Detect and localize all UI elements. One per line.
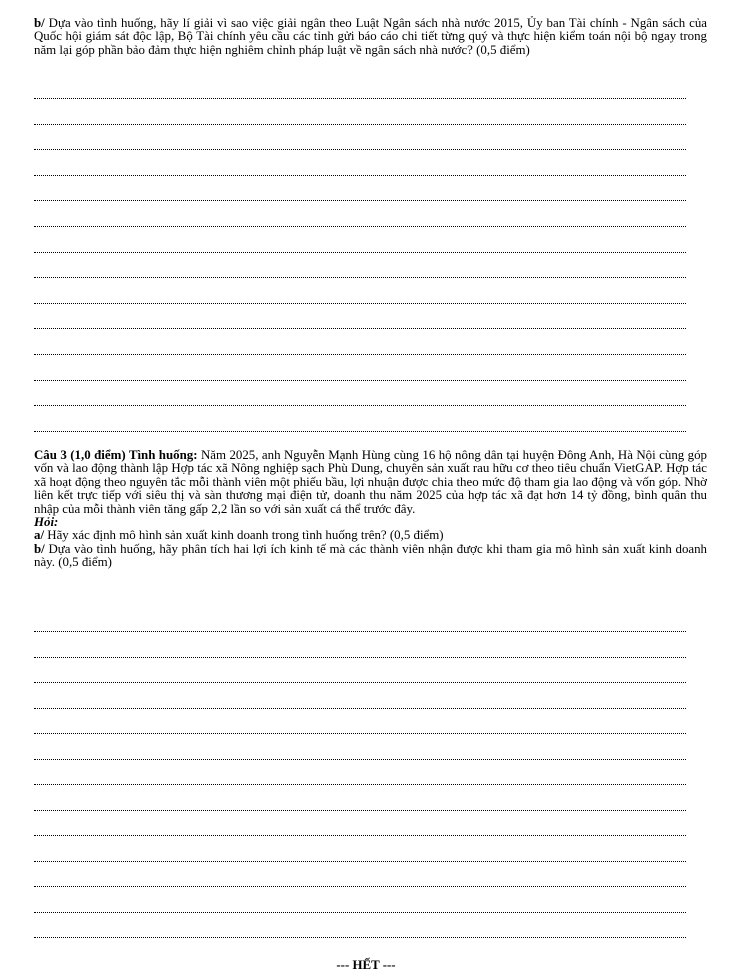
answer-line[interactable] xyxy=(34,655,686,658)
answer-line[interactable] xyxy=(34,706,686,709)
answer-line[interactable] xyxy=(34,935,686,938)
answer-line[interactable] xyxy=(34,403,686,406)
question-3a-label: a/ xyxy=(34,528,45,543)
question-3b-label: b/ xyxy=(34,541,45,556)
answer-line[interactable] xyxy=(34,378,686,381)
answer-line[interactable] xyxy=(34,147,686,150)
answer-line[interactable] xyxy=(34,782,686,785)
answer-line[interactable] xyxy=(34,326,686,329)
question-2b-label: b/ xyxy=(34,16,45,30)
question-3b-text: Dựa vào tình huống, hãy phân tích hai lợi ích kinh tế mà các thành viên nhận được khi tham gia mô hình sản xuất kinh doanh này. (0,5 điểm) xyxy=(34,541,707,570)
answer-line[interactable] xyxy=(34,859,686,862)
answer-line[interactable] xyxy=(34,224,686,227)
answer-line[interactable] xyxy=(34,429,686,432)
answer-line[interactable] xyxy=(34,250,686,253)
answer-line[interactable] xyxy=(34,301,686,304)
end-marker: --- HẾT --- xyxy=(336,958,396,972)
answer-line[interactable] xyxy=(34,96,686,99)
answer-line[interactable] xyxy=(34,275,686,278)
answer-line[interactable] xyxy=(34,731,686,734)
question-3 xyxy=(34,449,707,570)
answer-line[interactable] xyxy=(34,122,686,125)
answer-line[interactable] xyxy=(34,910,686,913)
question-3-scenario: Năm 2025, anh Nguyễn Mạnh Hùng cùng 16 hộ nông dân tại huyện Đông Anh, Hà Nội cùng góp vốn và lao động thành lập Hợp tác xã Nông nghiệp sạch Phù Dung, chuyên sản xuất rau hữu cơ theo tiêu chuẩn VietGAP. Hợp tác xã hoạt động theo nguyên tắc mỗi thành viên một phiếu bầu, lợi nhuận được chia theo mức độ tham gia lao động và vốn góp. Nhờ liên kết trực tiếp với siêu thị và sàn thương mại điện tử, doanh thu năm 2025 của hợp tác xã đạt hơn 14 tỷ đồng, bình quân thu nhập của mỗi thành viên tăng gấp 2,2 lần so với sản xuất cá thể trước đây. xyxy=(34,448,708,516)
question-3-heading: Câu 3 (1,0 điểm) Tình huống: xyxy=(34,448,198,462)
answer-line[interactable] xyxy=(34,757,686,760)
answer-line[interactable] xyxy=(34,198,686,201)
question-2b-text: Dựa vào tình huống, hãy lí giải vì sao việc giải ngân theo Luật Ngân sách nhà nước 2015, Ủy ban Tài chính - Ngân sách của Quốc hội giám sát độc lập, Bộ Tài chính yêu cầu các tỉnh gửi báo cáo chi tiết từng quý và thực hiện kiểm toán nội bộ ngay trong năm lại góp phần bảo đảm thực hiện nghiêm chỉnh pháp luật về ngân sách nhà nước? (0,5 điểm) xyxy=(34,16,707,57)
answer-line[interactable] xyxy=(34,833,686,836)
answer-line[interactable] xyxy=(34,808,686,811)
answer-line[interactable] xyxy=(34,884,686,887)
answer-line[interactable] xyxy=(34,629,686,632)
answer-line[interactable] xyxy=(34,352,686,355)
question-3-ask: Hỏi: xyxy=(34,515,59,530)
question-2b xyxy=(34,17,707,57)
answer-line[interactable] xyxy=(34,680,686,683)
question-3a-text: Hãy xác định mô hình sản xuất kinh doanh trong tình huống trên? (0,5 điểm) xyxy=(44,528,444,543)
answer-line[interactable] xyxy=(34,173,686,176)
